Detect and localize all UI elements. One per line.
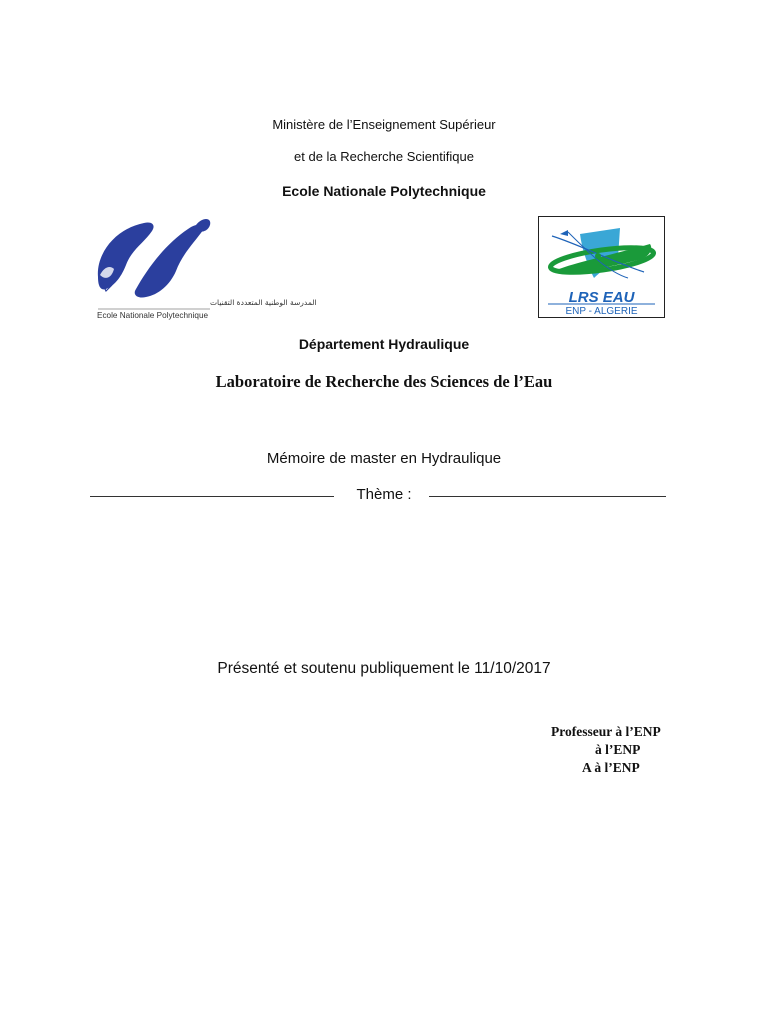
memoire-title: Mémoire de master en Hydraulique	[266, 450, 502, 467]
enp-logo-arabic-caption: المدرسة الوطنية المتعددة التقنيات	[210, 298, 317, 307]
ministry-line-1: Ministère de l’Enseignement Supérieur	[272, 117, 496, 132]
school-name: Ecole Nationale Polytechnique	[282, 183, 486, 199]
theme-label: Thème :	[356, 486, 412, 503]
lrs-eau-subtitle: ENP - ALGERIE	[565, 306, 638, 317]
jury-line-2: à l’ENP	[595, 742, 641, 757]
theme-divider-right	[429, 496, 666, 497]
enp-logo	[92, 215, 317, 321]
laboratory-title: Laboratoire de Recherche des Sciences de l’Eau	[215, 372, 553, 391]
enp-logo-latin-caption: Ecole Nationale Polytechnique	[97, 311, 209, 320]
jury-line-1: Professeur à l’ENP	[551, 724, 661, 739]
department-title: Département Hydraulique	[298, 336, 470, 352]
ministry-line-2: et de la Recherche Scientifique	[294, 149, 474, 164]
enp-logo-icon	[92, 215, 317, 321]
theme-row	[90, 486, 666, 506]
lrs-eau-title: LRS EAU	[568, 289, 635, 306]
theme-divider-left	[90, 496, 334, 497]
lrs-eau-logo-icon	[538, 216, 665, 318]
jury-line-3: A à l’ENP	[582, 760, 640, 775]
lrs-eau-logo	[538, 216, 665, 318]
presentation-date: Présenté et soutenu publiquement le 11/10/2017	[217, 660, 551, 677]
